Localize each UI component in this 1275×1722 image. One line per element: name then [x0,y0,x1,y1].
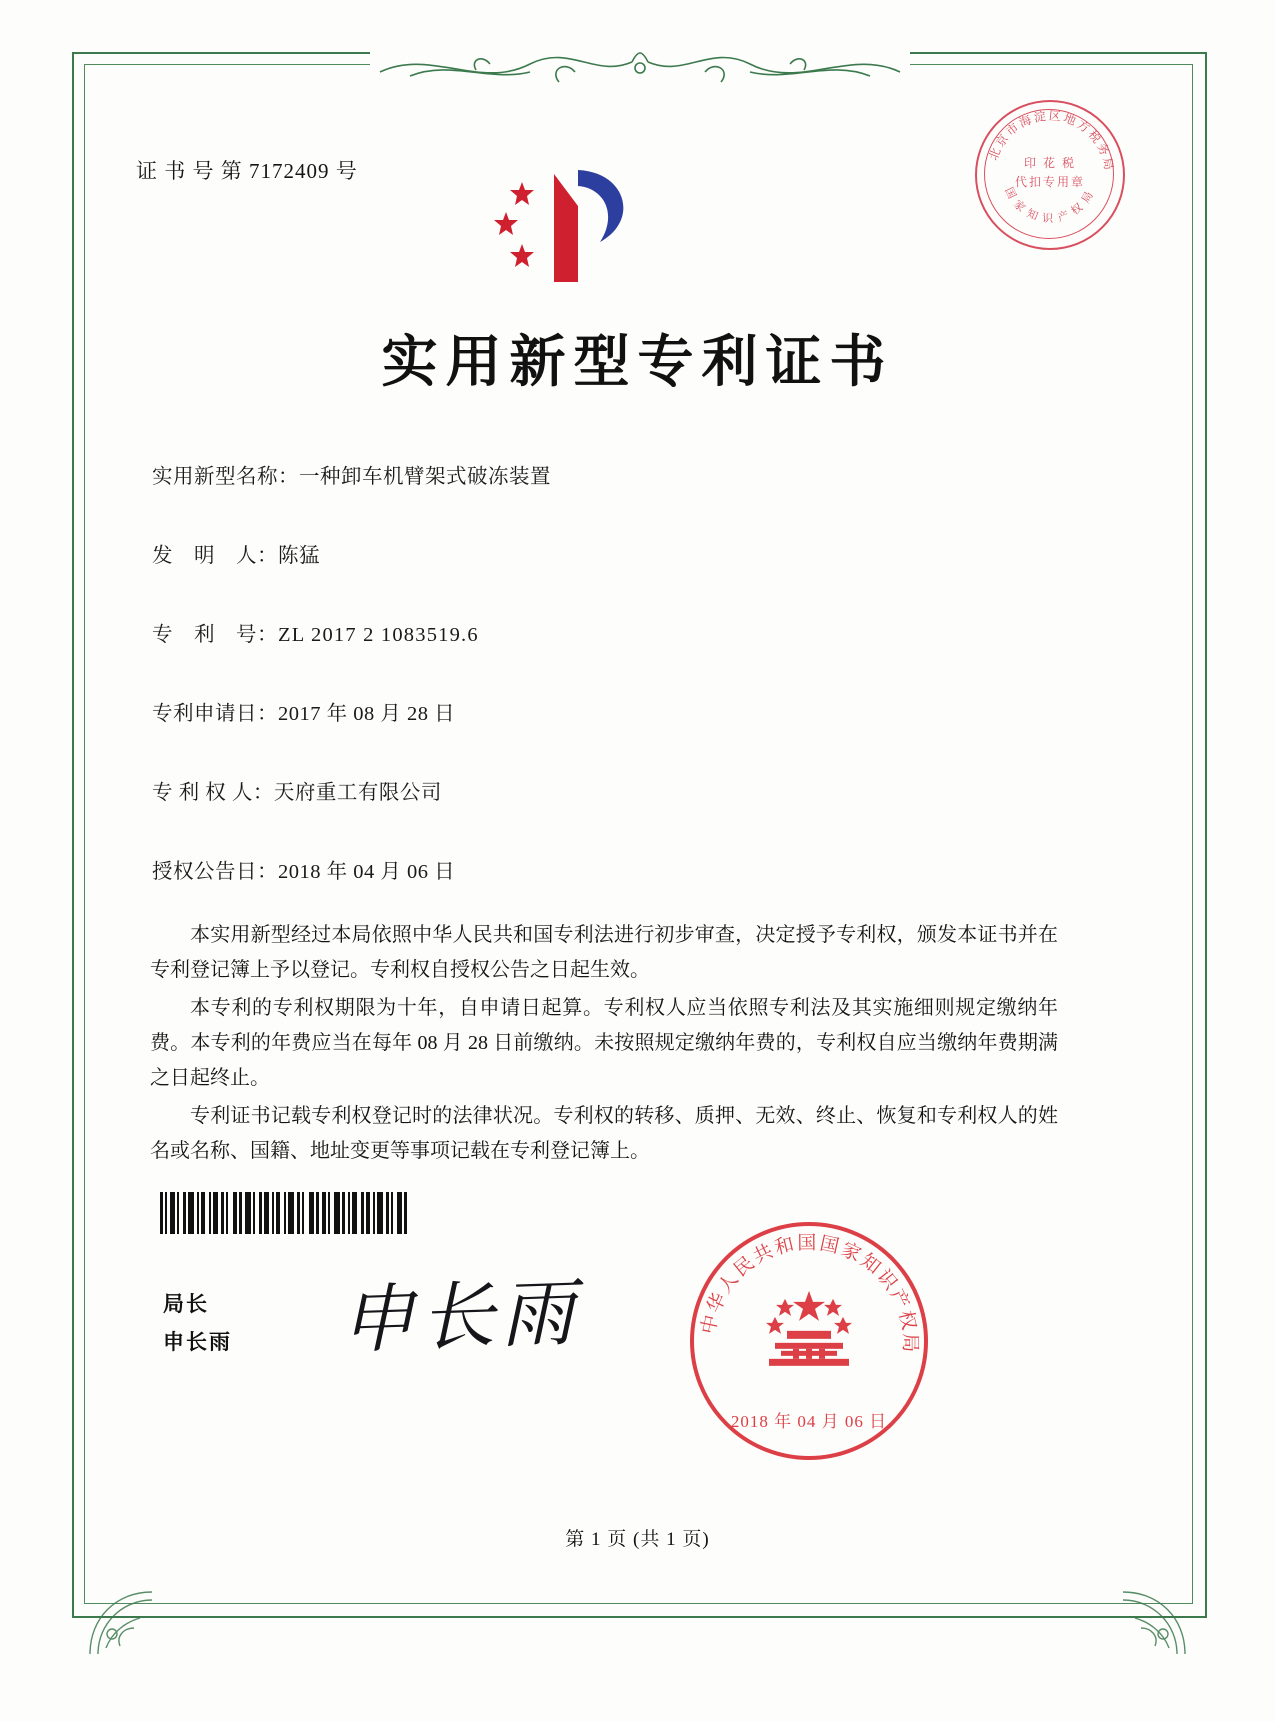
field-row-patentee [152,778,1052,808]
field-value: 一种卸车机臂架式破冻装置 [299,466,551,488]
certificate-number: 证 书 号 第 7172409 号 [136,159,358,183]
field-value: 天府重工有限公司 [273,782,442,804]
field-list [152,462,1052,936]
body-text [150,918,1058,1172]
field-row-application-date [152,699,1052,729]
field-row-grant-date [152,857,1052,887]
page-footer: 第 1 页 (共 1 页) [565,1529,710,1550]
signature-labels [163,1285,232,1361]
field-row-name [152,462,1052,492]
handwritten-signature: 申长雨 [338,1269,582,1365]
svg-text:北京市海淀区地方税务局: 北京市海淀区地方税务局 [986,108,1117,173]
field-label: 实用新型名称： [152,466,299,488]
field-value: 2017 年 08 月 28 日 [278,703,456,725]
barcode [160,1192,445,1234]
paragraph-1: 本实用新型经过本局依照中华人民共和国专利法进行初步审查，决定授予专利权，颁发本证书并在专利登记簿上予以登记。专利权自授权公告之日起生效。 [150,924,1058,981]
field-label: 授权公告日： [152,861,278,883]
sipo-logo-icon [478,150,658,290]
field-label: 专 利 权 人： [152,782,274,804]
tax-stamp-line2: 代扣专用章 [1014,175,1085,189]
tax-stamp [975,100,1125,250]
ornament-corner-bottom-left [86,1588,156,1658]
signature-name-label: 申长雨 [163,1330,232,1354]
paragraph-3: 专利证书记载专利权登记时的法律状况。专利权的转移、质押、无效、终止、恢复和专利权人的姓名或名称、国籍、地址变更等事项记载在专利登记簿上。 [150,1105,1058,1162]
field-row-patent-number [152,620,1052,650]
field-row-inventor [152,541,1052,571]
national-emblem-icon [755,1285,863,1389]
ornament-top-decoration [370,42,910,88]
official-seal [690,1222,928,1460]
paragraph-2: 本专利的专利权期限为十年，自申请日起算。专利权人应当依照专利法及其实施细则规定缴纳年费。本专利的年费应当在每年 08 月 28 日前缴纳。未按照规定缴纳年费的，专利权自应当缴纳年费期满之日起终止。 [150,997,1058,1089]
field-label: 发 明 人： [152,545,278,567]
tax-stamp-center-text [977,154,1123,192]
svg-text:国 家 知 识 产 权 局: 国 家 知 识 产 权 局 [1002,185,1097,226]
ornament-corner-bottom-right [1119,1588,1189,1658]
svg-text:中华人民共和国国家知识产权局: 中华人民共和国国家知识产权局 [698,1232,921,1355]
signature-role-label: 局长 [163,1292,209,1316]
tax-stamp-line1: 印 花 税 [1023,156,1076,170]
field-label: 专利申请日： [152,703,278,725]
page-title: 实用新型专利证书 [381,329,894,395]
field-label: 专 利 号： [152,624,278,646]
field-value: ZL 2017 2 1083519.6 [278,624,479,646]
field-value: 陈猛 [278,545,320,567]
seal-date: 2018 年 04 月 06 日 [730,1412,888,1431]
field-value: 2018 年 04 月 06 日 [278,861,456,883]
